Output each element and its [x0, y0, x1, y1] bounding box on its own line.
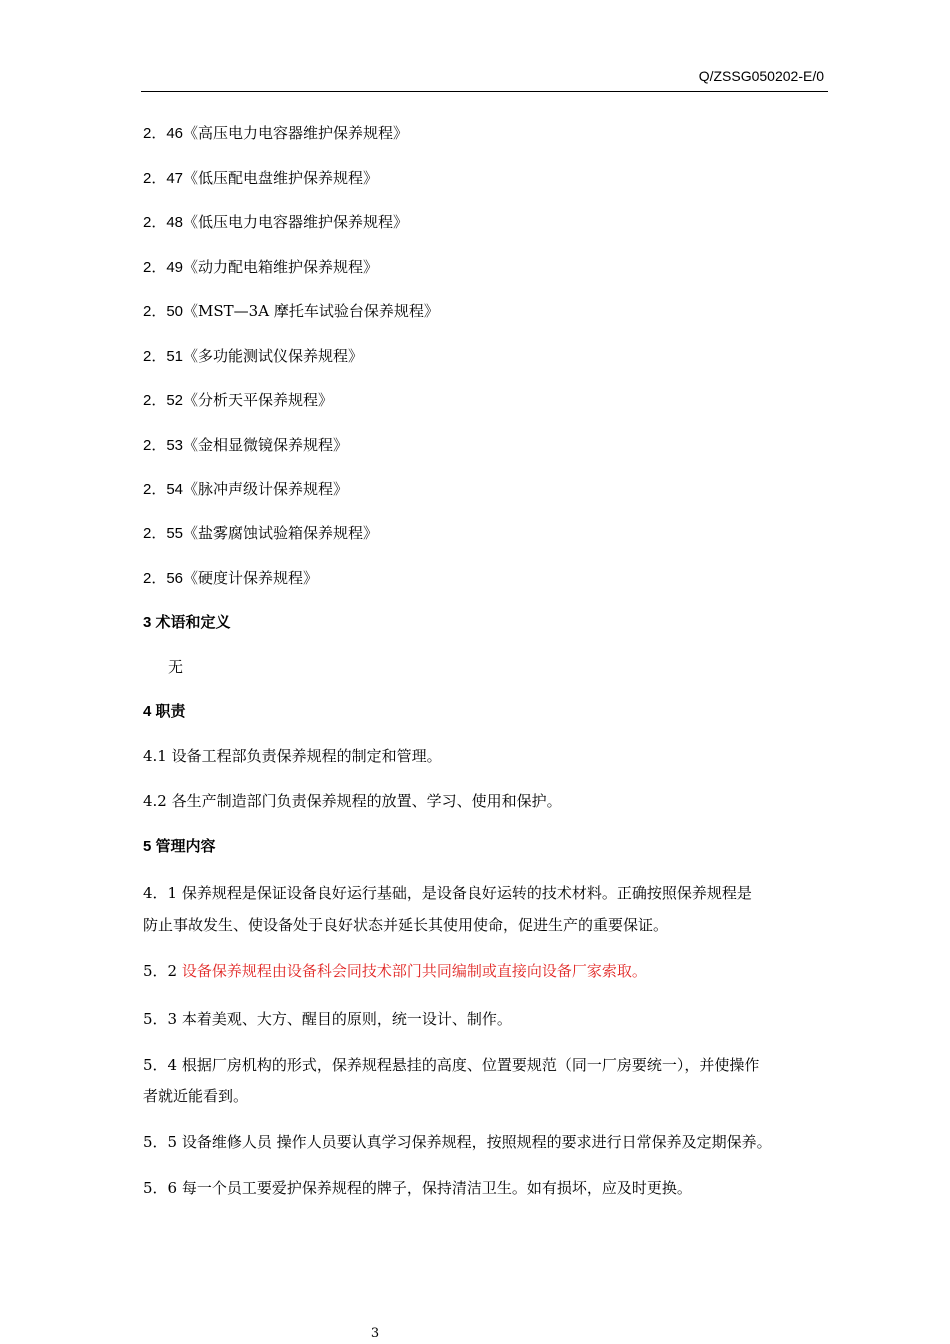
management-item-6: 5．6 每一个员工要爱护保养规程的牌子，保持清洁卫生。如有损坏，应及时更换。 [143, 1179, 692, 1197]
section-heading-terms: 3 术语和定义 [143, 614, 231, 631]
management-item-2: 5．2 设备保养规程由设备科会同技术部门共同编制或直接向设备厂家索取。 [143, 962, 647, 980]
section-heading-responsibilities: 4 职责 [143, 703, 186, 720]
reference-item: 2．51《多功能测试仪保养规程》 [143, 347, 364, 365]
reference-item: 2．49《动力配电箱维护保养规程》 [143, 258, 379, 276]
management-item-4-line2: 者就近能看到。 [143, 1087, 249, 1105]
page-number: 3 [370, 1326, 380, 1341]
reference-item: 2．55《盐雾腐蚀试验箱保养规程》 [143, 524, 379, 542]
management-item-1-line2: 防止事故发生、使设备处于良好状态并延长其使用使命，促进生产的重要保证。 [143, 916, 669, 934]
responsibility-item: 4.2 各生产制造部门负责保养规程的放置、学习、使用和保护。 [143, 792, 562, 810]
reference-item: 2．46《高压电力电容器维护保养规程》 [143, 124, 409, 142]
reference-item: 2．47《低压配电盘维护保养规程》 [143, 169, 379, 187]
management-item-1-line1: 4．1 保养规程是保证设备良好运行基础，是设备良好运转的技术材料。正确按照保养规程是 [143, 884, 752, 902]
reference-item: 2．53《金相显微镜保养规程》 [143, 436, 349, 454]
management-item-5: 5．5 设备维修人员 操作人员要认真学习保养规程，按照规程的要求进行日常保养及定期保养。 [143, 1133, 772, 1151]
document-code: Q/ZSSG050202-E/0 [698, 68, 824, 84]
responsibility-item: 4.1 设备工程部负责保养规程的制定和管理。 [143, 747, 442, 765]
header-divider [141, 91, 828, 92]
reference-item: 2．48《低压电力电容器维护保养规程》 [143, 213, 409, 231]
reference-item: 2．56《硬度计保养规程》 [143, 569, 319, 587]
highlighted-text: 设备保养规程由设备科会同技术部门共同编制或直接向设备厂家索取。 [181, 962, 647, 980]
section-heading-management: 5 管理内容 [143, 838, 216, 855]
management-item-4-line1: 5．4 根据厂房机构的形式，保养规程悬挂的高度、位置要规范（同一厂房要统一），并使操作 [143, 1056, 760, 1074]
reference-item: 2．50《MST—3A 摩托车试验台保养规程》 [143, 302, 439, 320]
reference-item: 2．52《分析天平保养规程》 [143, 391, 334, 409]
section-body-terms: 无 [168, 658, 184, 676]
reference-item: 2．54《脉冲声级计保养规程》 [143, 480, 349, 498]
management-item-3: 5．3 本着美观、大方、醒目的原则，统一设计、制作。 [143, 1010, 512, 1028]
